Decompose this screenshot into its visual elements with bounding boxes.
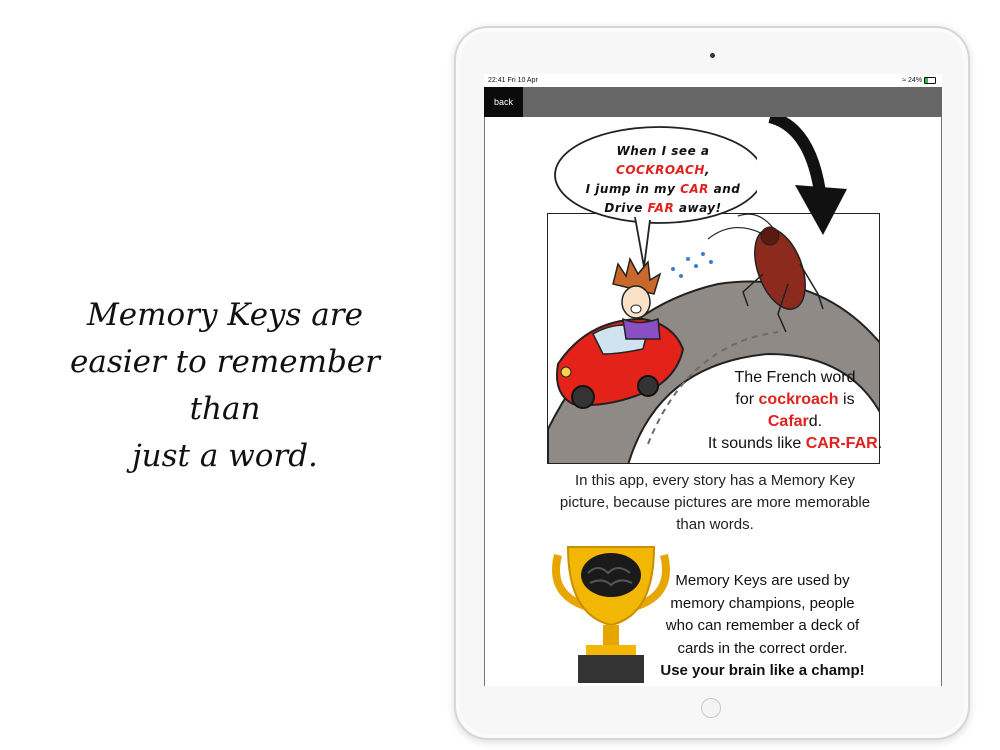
fact-word-cockroach: cockroach xyxy=(758,391,839,408)
champ-line-2: memory champions, people xyxy=(670,594,855,612)
champ-line-4: cards in the correct order. xyxy=(677,639,848,657)
bubble-line-2: COCKROACH, xyxy=(616,163,710,177)
bubble-line-4: Drive FAR away! xyxy=(604,201,722,215)
bubble-word-car: CAR xyxy=(680,182,709,196)
fact-line-2: for cockroach is xyxy=(735,391,855,408)
navigation-bar xyxy=(484,87,942,117)
story-content xyxy=(484,117,942,686)
memory-key-explanation: In this app, every story has a Memory Key picture, because pictures are more memorable than words. xyxy=(559,472,871,533)
champ-line-3: who can remember a deck of xyxy=(665,617,860,634)
bubble-line-1: When I see a xyxy=(616,144,710,158)
curved-arrow-icon xyxy=(765,117,855,242)
champ-line-1: Memory Keys are used by xyxy=(675,572,850,589)
status-time: 22:41 Fri 10 Apr xyxy=(488,77,538,84)
bubble-line-3: I jump in my CAR and xyxy=(585,182,741,196)
fact-line-3: Cafard. xyxy=(767,413,823,430)
status-bar xyxy=(484,74,942,87)
fact-line-4: It sounds like CAR-FAR. xyxy=(707,435,883,452)
bubble-word-far: FAR xyxy=(647,201,675,215)
app-screen xyxy=(484,74,942,686)
champ-cta: Use your brain like a champ! xyxy=(660,662,865,679)
caption-line-1: Memory Keys are xyxy=(87,297,363,333)
fact-line-1: The French word xyxy=(734,369,856,386)
battery-icon xyxy=(924,77,936,84)
caption-line-3: just a word. xyxy=(132,438,318,474)
battery-percent: 24% xyxy=(908,77,923,84)
front-camera xyxy=(710,53,715,58)
home-button[interactable] xyxy=(701,698,721,718)
fact-word-car-far: CAR-FAR xyxy=(805,435,878,452)
wifi-icon: ≈ xyxy=(902,77,907,84)
back-button[interactable]: back xyxy=(484,87,523,117)
french-word-fact xyxy=(690,367,900,455)
status-right xyxy=(902,74,936,87)
speech-bubble-text xyxy=(563,142,763,218)
fact-word-cafard: Cafar xyxy=(767,413,809,430)
promo-caption xyxy=(40,292,410,480)
caption-line-2: easier to remember than xyxy=(70,344,380,427)
memory-champions-text xyxy=(645,570,880,683)
bubble-word-cockroach: COCKROACH xyxy=(616,163,705,177)
